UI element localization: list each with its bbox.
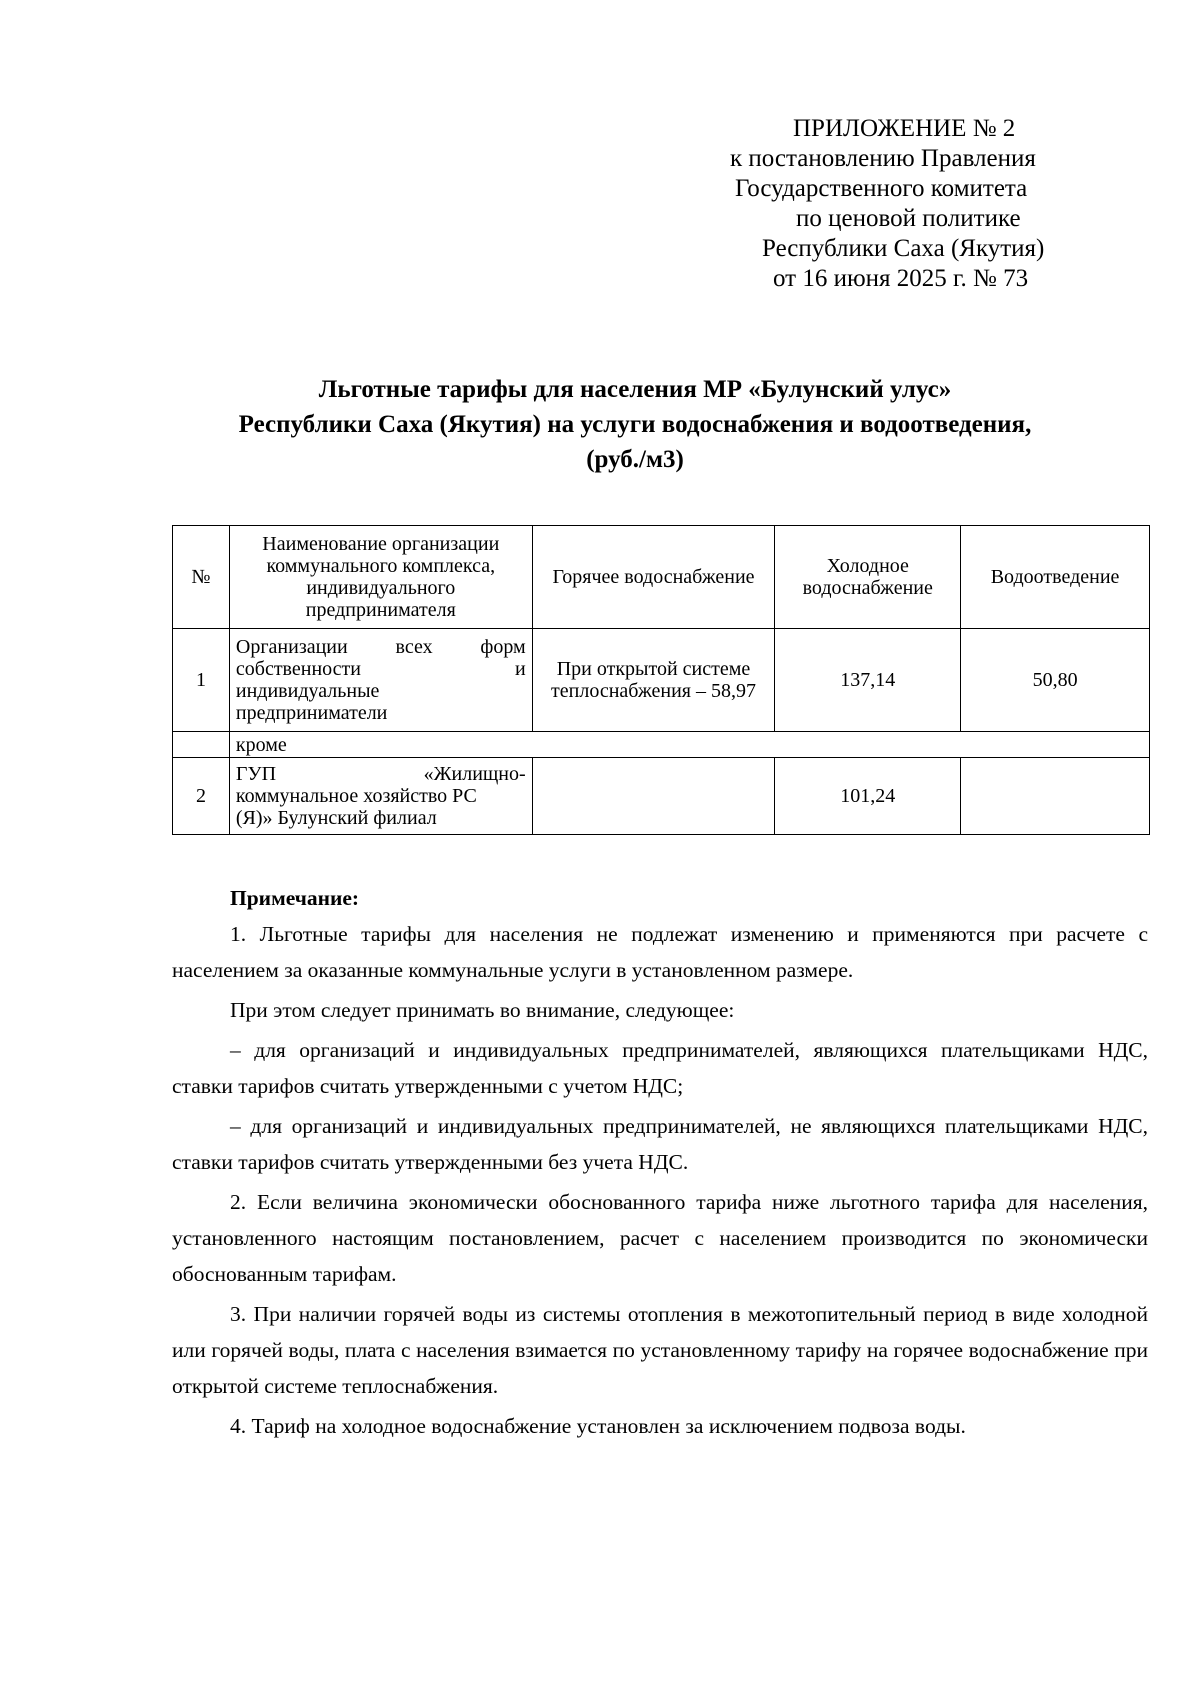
row-cold-water: 137,14 [775, 629, 961, 732]
row-hot-water [532, 758, 775, 835]
title-line: Льготные тарифы для населения МР «Булунский улус» [318, 376, 952, 403]
appendix-line: по ценовой политике [796, 205, 1021, 232]
note-paragraph: – для организаций и индивидуальных предпринимателей, не являющихся плательщиками НДС, ставки тарифов считать утвержденными без учета НДС. [172, 1114, 1148, 1174]
note-paragraph: 2. Если величина экономически обоснованного тарифа ниже льготного тарифа для населения, установленного настоящим постановлением, расчет с населением производится по экономически обоснованным тарифам. [172, 1190, 1148, 1286]
row-org [229, 758, 532, 835]
appendix-header [700, 114, 1100, 294]
row-cold-water: 101,24 [775, 758, 961, 835]
title-line: Республики Саха (Якутия) на услуги водоснабжения и водоотведения, [238, 411, 1032, 438]
row-hot-water: При открытой системе теплоснабжения – 58,97 [532, 629, 775, 732]
row-org: кроме [229, 732, 1149, 758]
row-num: 2 [173, 758, 230, 835]
appendix-line: к постановлению Правления [730, 145, 1036, 172]
note-paragraph: 3. При наличии горячей воды из системы отопления в межотопительный период в виде холодной или горячей воды, плата с населения взимается по установленному тарифу на горячее водоснабжение при открытой системе теплоснабжения. [172, 1302, 1148, 1398]
row-num: 1 [173, 629, 230, 732]
table-row [173, 758, 1150, 835]
title-line: (руб./м3) [586, 446, 684, 473]
appendix-line: Республики Саха (Якутия) [762, 235, 1045, 262]
table-row [173, 629, 1150, 732]
note-paragraph: – для организаций и индивидуальных предпринимателей, являющихся плательщиками НДС, ставки тарифов считать утвержденными с учетом НДС; [172, 1038, 1148, 1098]
table-row [173, 732, 1150, 758]
note-paragraph: 1. Льготные тарифы для населения не подлежат изменению и применяются при расчете с населением за оказанные коммунальные услуги в установленном размере. [172, 922, 1148, 982]
header-org: Наименование организации коммунального комплекса, индивидуального предпринимателя [229, 526, 532, 629]
note-title: Примечание: [230, 886, 360, 910]
table-header-row [173, 526, 1150, 629]
org-line: коммунальное хозяйство РС (Я)» Булунский филиал [235, 785, 477, 829]
org-line: собственности и [235, 658, 526, 680]
org-line: Организации всех форм [235, 636, 526, 658]
org-line: индивидуальные предприниматели [235, 680, 388, 724]
tariff-table [172, 525, 1150, 835]
header-hot-water: Горячее водоснабжение [532, 526, 775, 629]
row-drainage: 50,80 [961, 629, 1150, 732]
row-drainage [961, 758, 1150, 835]
header-drainage: Водоотведение [961, 526, 1150, 629]
note-paragraph: При этом следует принимать во внимание, следующее: [230, 998, 735, 1022]
header-cold-water: Холодное водоснабжение [775, 526, 961, 629]
note-section [172, 880, 1148, 1444]
document-title [150, 372, 1120, 477]
appendix-line: Государственного комитета [735, 175, 1028, 202]
header-num: № [173, 526, 230, 629]
appendix-line: от 16 июня 2025 г. № 73 [773, 265, 1029, 292]
appendix-line: ПРИЛОЖЕНИЕ № 2 [793, 115, 1016, 142]
note-paragraph: 4. Тариф на холодное водоснабжение установлен за исключением подвоза воды. [230, 1414, 966, 1438]
row-num [173, 732, 230, 758]
row-org [229, 629, 532, 732]
org-line: ГУП «Жилищно- [235, 763, 526, 785]
